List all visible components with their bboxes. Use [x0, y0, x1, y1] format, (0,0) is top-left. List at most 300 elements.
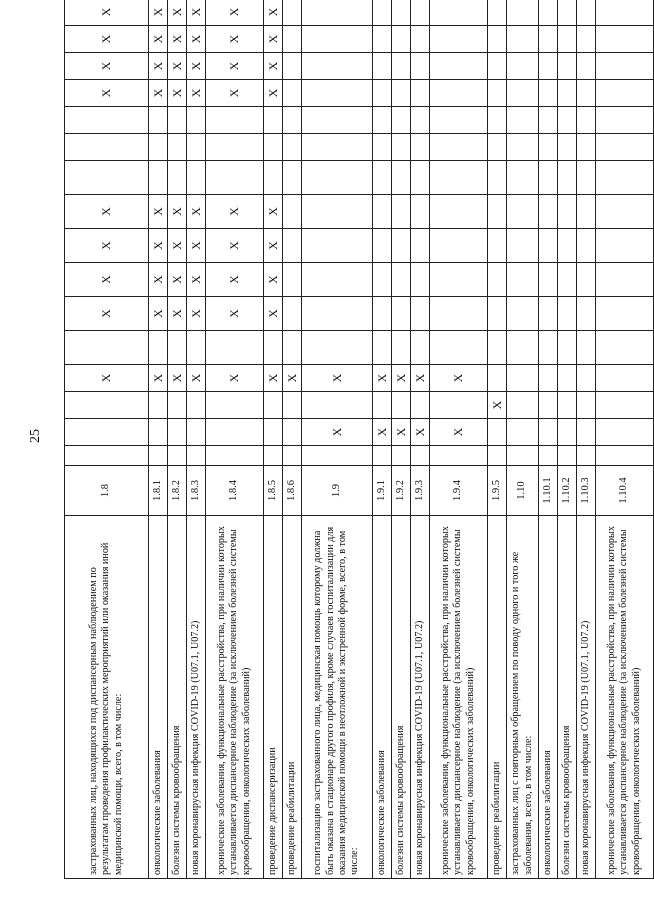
empty-cell	[149, 107, 168, 134]
x-mark-cell: X	[65, 365, 149, 392]
row-label: новая коронавирусная инфекция COVID-19 (U07.1, U07.2)	[411, 516, 430, 879]
x-mark-cell: X	[168, 26, 187, 53]
empty-cell	[187, 392, 206, 419]
empty-cell	[187, 161, 206, 195]
empty-cell	[577, 446, 596, 466]
empty-cell	[392, 0, 411, 26]
row-code: 1.9.4	[430, 466, 488, 516]
row-code: 1.10.4	[596, 466, 654, 516]
empty-cell	[302, 446, 373, 466]
empty-cell	[411, 331, 430, 365]
x-mark-cell: X	[149, 263, 168, 297]
empty-cell	[149, 446, 168, 466]
table-row	[206, 0, 264, 879]
empty-cell	[411, 134, 430, 161]
empty-cell	[558, 195, 577, 229]
x-mark-cell: X	[264, 0, 283, 26]
row-label: онкологические заболевания	[539, 516, 558, 879]
table-row	[65, 0, 149, 879]
row-label: проведение реабилитации	[283, 516, 302, 879]
table-row	[187, 0, 206, 879]
empty-cell	[373, 161, 392, 195]
x-mark-cell: X	[264, 263, 283, 297]
empty-cell	[283, 263, 302, 297]
empty-cell	[373, 195, 392, 229]
empty-cell	[507, 80, 539, 107]
empty-cell	[539, 80, 558, 107]
x-mark-cell: X	[65, 195, 149, 229]
empty-cell	[65, 419, 149, 446]
x-mark-cell: X	[206, 229, 264, 263]
empty-cell	[539, 0, 558, 26]
x-mark-cell: X	[187, 297, 206, 331]
x-mark-cell: X	[302, 365, 373, 392]
empty-cell	[264, 107, 283, 134]
x-mark-cell: X	[168, 297, 187, 331]
empty-cell	[577, 0, 596, 26]
empty-cell	[411, 446, 430, 466]
empty-cell	[149, 161, 168, 195]
empty-cell	[507, 446, 539, 466]
empty-cell	[168, 446, 187, 466]
x-mark-cell: X	[65, 263, 149, 297]
empty-cell	[577, 392, 596, 419]
empty-cell	[596, 365, 654, 392]
table-row	[302, 0, 373, 879]
rotated-table-area	[64, 7, 642, 879]
empty-cell	[558, 297, 577, 331]
empty-cell	[373, 263, 392, 297]
empty-cell	[488, 446, 507, 466]
row-label: застрахованных лиц, находящихся под диспансерным наблюдением по результатам проведения профилактических мероприятий или оказания иной медицинской помощи, всего, в том числе:	[65, 516, 149, 879]
empty-cell	[539, 195, 558, 229]
empty-cell	[539, 446, 558, 466]
empty-cell	[302, 263, 373, 297]
empty-cell	[539, 107, 558, 134]
row-label: хронические заболевания, функциональные расстройства, при наличии которых устанавливается диспансерное наблюдение (за исключением болезней системы кровообращения, онкологических заболеваний)	[430, 516, 488, 879]
empty-cell	[507, 263, 539, 297]
x-mark-cell: X	[168, 0, 187, 26]
empty-cell	[373, 107, 392, 134]
empty-cell	[168, 107, 187, 134]
empty-cell	[596, 419, 654, 446]
empty-cell	[488, 263, 507, 297]
empty-cell	[596, 161, 654, 195]
empty-cell	[539, 134, 558, 161]
x-mark-cell: X	[264, 53, 283, 80]
empty-cell	[392, 263, 411, 297]
empty-cell	[430, 331, 488, 365]
x-mark-cell: X	[264, 26, 283, 53]
empty-cell	[411, 195, 430, 229]
x-mark-cell: X	[283, 365, 302, 392]
x-mark-cell: X	[168, 80, 187, 107]
empty-cell	[149, 392, 168, 419]
empty-cell	[539, 229, 558, 263]
empty-cell	[168, 331, 187, 365]
empty-cell	[283, 331, 302, 365]
table-row	[577, 0, 596, 879]
x-mark-cell: X	[411, 365, 430, 392]
empty-cell	[558, 0, 577, 26]
empty-cell	[596, 195, 654, 229]
empty-cell	[596, 53, 654, 80]
empty-cell	[302, 229, 373, 263]
x-mark-cell: X	[168, 195, 187, 229]
empty-cell	[596, 331, 654, 365]
empty-cell	[488, 331, 507, 365]
empty-cell	[411, 80, 430, 107]
empty-cell	[430, 134, 488, 161]
x-mark-cell: X	[149, 53, 168, 80]
empty-cell	[373, 0, 392, 26]
row-code: 1.10.3	[577, 466, 596, 516]
empty-cell	[392, 53, 411, 80]
x-mark-cell: X	[149, 297, 168, 331]
row-code: 1.8.3	[187, 466, 206, 516]
x-mark-cell: X	[168, 365, 187, 392]
empty-cell	[392, 446, 411, 466]
empty-cell	[488, 229, 507, 263]
x-mark-cell: X	[373, 419, 392, 446]
empty-cell	[507, 195, 539, 229]
x-mark-cell: X	[65, 26, 149, 53]
empty-cell	[577, 80, 596, 107]
empty-cell	[264, 446, 283, 466]
empty-cell	[577, 107, 596, 134]
empty-cell	[302, 53, 373, 80]
row-code: 1.9.3	[411, 466, 430, 516]
empty-cell	[302, 134, 373, 161]
empty-cell	[283, 392, 302, 419]
empty-cell	[558, 107, 577, 134]
empty-cell	[596, 80, 654, 107]
x-mark-cell: X	[149, 365, 168, 392]
empty-cell	[149, 419, 168, 446]
empty-cell	[283, 419, 302, 446]
empty-cell	[558, 134, 577, 161]
empty-cell	[283, 53, 302, 80]
x-mark-cell: X	[65, 229, 149, 263]
empty-cell	[411, 229, 430, 263]
x-mark-cell: X	[65, 53, 149, 80]
empty-cell	[168, 161, 187, 195]
table-row	[539, 0, 558, 879]
empty-cell	[577, 195, 596, 229]
empty-cell	[65, 392, 149, 419]
row-label: госпитализацию застрахованного лица, медицинская помощь которому должна быть оказана в стационаре другого профиля, кроме случаев госпитализации для оказания медицинской помощи в неотложной и экстренной форме, всего, в том числе:	[302, 516, 373, 879]
empty-cell	[411, 297, 430, 331]
row-code: 1.10	[507, 466, 539, 516]
empty-cell	[430, 161, 488, 195]
empty-cell	[596, 446, 654, 466]
row-label: новая коронавирусная инфекция COVID-19 (U07.1, U07.2)	[187, 516, 206, 879]
x-mark-cell: X	[392, 419, 411, 446]
empty-cell	[302, 297, 373, 331]
empty-cell	[411, 263, 430, 297]
empty-cell	[373, 229, 392, 263]
row-code: 1.10.2	[558, 466, 577, 516]
row-code: 1.9.5	[488, 466, 507, 516]
x-mark-cell: X	[264, 80, 283, 107]
row-code: 1.8.6	[283, 466, 302, 516]
empty-cell	[411, 107, 430, 134]
empty-cell	[596, 297, 654, 331]
empty-cell	[392, 297, 411, 331]
x-mark-cell: X	[168, 229, 187, 263]
row-code: 1.8.4	[206, 466, 264, 516]
row-code: 1.8	[65, 466, 149, 516]
empty-cell	[558, 263, 577, 297]
empty-cell	[430, 26, 488, 53]
row-label: онкологические заболевания	[149, 516, 168, 879]
empty-cell	[168, 419, 187, 446]
empty-cell	[392, 134, 411, 161]
empty-cell	[577, 297, 596, 331]
empty-cell	[558, 229, 577, 263]
x-mark-cell: X	[149, 0, 168, 26]
row-label: новая коронавирусная инфекция COVID-19 (U07.1, U07.2)	[577, 516, 596, 879]
row-code: 1.10.1	[539, 466, 558, 516]
empty-cell	[65, 161, 149, 195]
empty-cell	[539, 419, 558, 446]
x-mark-cell: X	[373, 365, 392, 392]
empty-cell	[411, 26, 430, 53]
empty-cell	[283, 80, 302, 107]
x-mark-cell: X	[206, 297, 264, 331]
empty-cell	[411, 161, 430, 195]
x-mark-cell: X	[187, 263, 206, 297]
empty-cell	[507, 331, 539, 365]
empty-cell	[392, 107, 411, 134]
empty-cell	[596, 134, 654, 161]
row-label: болезни системы кровообращения	[168, 516, 187, 879]
empty-cell	[283, 446, 302, 466]
data-table	[64, 0, 654, 879]
empty-cell	[65, 134, 149, 161]
empty-cell	[488, 134, 507, 161]
empty-cell	[392, 331, 411, 365]
row-label: проведение реабилитации	[488, 516, 507, 879]
table-row	[283, 0, 302, 879]
empty-cell	[206, 134, 264, 161]
empty-cell	[507, 365, 539, 392]
empty-cell	[596, 263, 654, 297]
empty-cell	[373, 53, 392, 80]
empty-cell	[283, 0, 302, 26]
empty-cell	[302, 392, 373, 419]
x-mark-cell: X	[187, 229, 206, 263]
empty-cell	[507, 134, 539, 161]
x-mark-cell: X	[149, 229, 168, 263]
empty-cell	[507, 392, 539, 419]
empty-cell	[283, 229, 302, 263]
x-mark-cell: X	[392, 365, 411, 392]
empty-cell	[283, 297, 302, 331]
empty-cell	[411, 0, 430, 26]
empty-cell	[65, 446, 149, 466]
empty-cell	[430, 80, 488, 107]
empty-cell	[283, 134, 302, 161]
empty-cell	[488, 26, 507, 53]
row-code: 1.8.1	[149, 466, 168, 516]
x-mark-cell: X	[187, 80, 206, 107]
empty-cell	[558, 161, 577, 195]
empty-cell	[596, 26, 654, 53]
empty-cell	[302, 0, 373, 26]
x-mark-cell: X	[206, 263, 264, 297]
empty-cell	[596, 0, 654, 26]
empty-cell	[411, 392, 430, 419]
empty-cell	[373, 446, 392, 466]
empty-cell	[507, 53, 539, 80]
x-mark-cell: X	[206, 26, 264, 53]
x-mark-cell: X	[430, 419, 488, 446]
x-mark-cell: X	[206, 0, 264, 26]
x-mark-cell: X	[187, 195, 206, 229]
empty-cell	[596, 107, 654, 134]
empty-cell	[507, 26, 539, 53]
x-mark-cell: X	[187, 53, 206, 80]
empty-cell	[507, 297, 539, 331]
empty-cell	[302, 80, 373, 107]
empty-cell	[430, 392, 488, 419]
page-number: 25	[28, 429, 43, 443]
empty-cell	[168, 134, 187, 161]
x-mark-cell: X	[65, 297, 149, 331]
empty-cell	[392, 195, 411, 229]
empty-cell	[577, 331, 596, 365]
empty-cell	[283, 26, 302, 53]
x-mark-cell: X	[65, 80, 149, 107]
row-code: 1.9.2	[392, 466, 411, 516]
x-mark-cell: X	[149, 80, 168, 107]
empty-cell	[373, 297, 392, 331]
empty-cell	[373, 392, 392, 419]
empty-cell	[392, 392, 411, 419]
empty-cell	[596, 392, 654, 419]
empty-cell	[283, 195, 302, 229]
empty-cell	[430, 446, 488, 466]
empty-cell	[507, 419, 539, 446]
x-mark-cell: X	[264, 297, 283, 331]
x-mark-cell: X	[149, 26, 168, 53]
empty-cell	[430, 229, 488, 263]
x-mark-cell: X	[264, 365, 283, 392]
empty-cell	[430, 53, 488, 80]
row-code: 1.8.5	[264, 466, 283, 516]
empty-cell	[577, 134, 596, 161]
empty-cell	[539, 53, 558, 80]
empty-cell	[430, 195, 488, 229]
empty-cell	[539, 331, 558, 365]
empty-cell	[373, 134, 392, 161]
empty-cell	[187, 446, 206, 466]
empty-cell	[558, 365, 577, 392]
table-row	[411, 0, 430, 879]
x-mark-cell: X	[264, 229, 283, 263]
empty-cell	[187, 331, 206, 365]
empty-cell	[539, 161, 558, 195]
empty-cell	[430, 0, 488, 26]
empty-cell	[488, 365, 507, 392]
row-label: болезни системы кровообращения	[392, 516, 411, 879]
empty-cell	[577, 263, 596, 297]
empty-cell	[558, 80, 577, 107]
x-mark-cell: X	[149, 195, 168, 229]
empty-cell	[187, 107, 206, 134]
empty-cell	[507, 229, 539, 263]
x-mark-cell: X	[411, 419, 430, 446]
empty-cell	[206, 392, 264, 419]
table-row	[430, 0, 488, 879]
empty-cell	[302, 331, 373, 365]
empty-cell	[283, 161, 302, 195]
x-mark-cell: X	[302, 419, 373, 446]
row-code: 1.9	[302, 466, 373, 516]
x-mark-cell: X	[187, 0, 206, 26]
empty-cell	[206, 161, 264, 195]
row-label: проведение диспансеризации	[264, 516, 283, 879]
empty-cell	[392, 161, 411, 195]
empty-cell	[488, 53, 507, 80]
empty-cell	[65, 107, 149, 134]
x-mark-cell: X	[65, 0, 149, 26]
table-row	[558, 0, 577, 879]
table-row	[149, 0, 168, 879]
empty-cell	[577, 365, 596, 392]
x-mark-cell: X	[168, 53, 187, 80]
empty-cell	[488, 107, 507, 134]
empty-cell	[430, 297, 488, 331]
empty-cell	[488, 419, 507, 446]
empty-cell	[539, 365, 558, 392]
empty-cell	[411, 53, 430, 80]
x-mark-cell: X	[430, 365, 488, 392]
row-label: болезни системы кровообращения	[558, 516, 577, 879]
empty-cell	[507, 107, 539, 134]
empty-cell	[558, 419, 577, 446]
empty-cell	[302, 195, 373, 229]
row-label: онкологические заболевания	[373, 516, 392, 879]
empty-cell	[488, 195, 507, 229]
table-row	[507, 0, 539, 879]
table-row	[392, 0, 411, 879]
empty-cell	[149, 134, 168, 161]
empty-cell	[488, 297, 507, 331]
table-row	[264, 0, 283, 879]
table-row	[373, 0, 392, 879]
empty-cell	[206, 419, 264, 446]
empty-cell	[206, 331, 264, 365]
empty-cell	[558, 331, 577, 365]
empty-cell	[264, 392, 283, 419]
empty-cell	[392, 26, 411, 53]
empty-cell	[539, 297, 558, 331]
empty-cell	[302, 107, 373, 134]
table-row	[488, 0, 507, 879]
table-row	[596, 0, 654, 879]
row-label: хронические заболевания, функциональные расстройства, при наличии которых устанавливается диспансерное наблюдение (за исключением болезней системы кровообращения, онкологических заболеваний)	[206, 516, 264, 879]
x-mark-cell: X	[168, 263, 187, 297]
empty-cell	[264, 134, 283, 161]
empty-cell	[373, 26, 392, 53]
table-row	[168, 0, 187, 879]
row-label: застрахованных лиц с повторным обращением по поводу одного и того же заболевания, всего, в том числе:	[507, 516, 539, 879]
empty-cell	[577, 53, 596, 80]
empty-cell	[168, 392, 187, 419]
empty-cell	[302, 161, 373, 195]
